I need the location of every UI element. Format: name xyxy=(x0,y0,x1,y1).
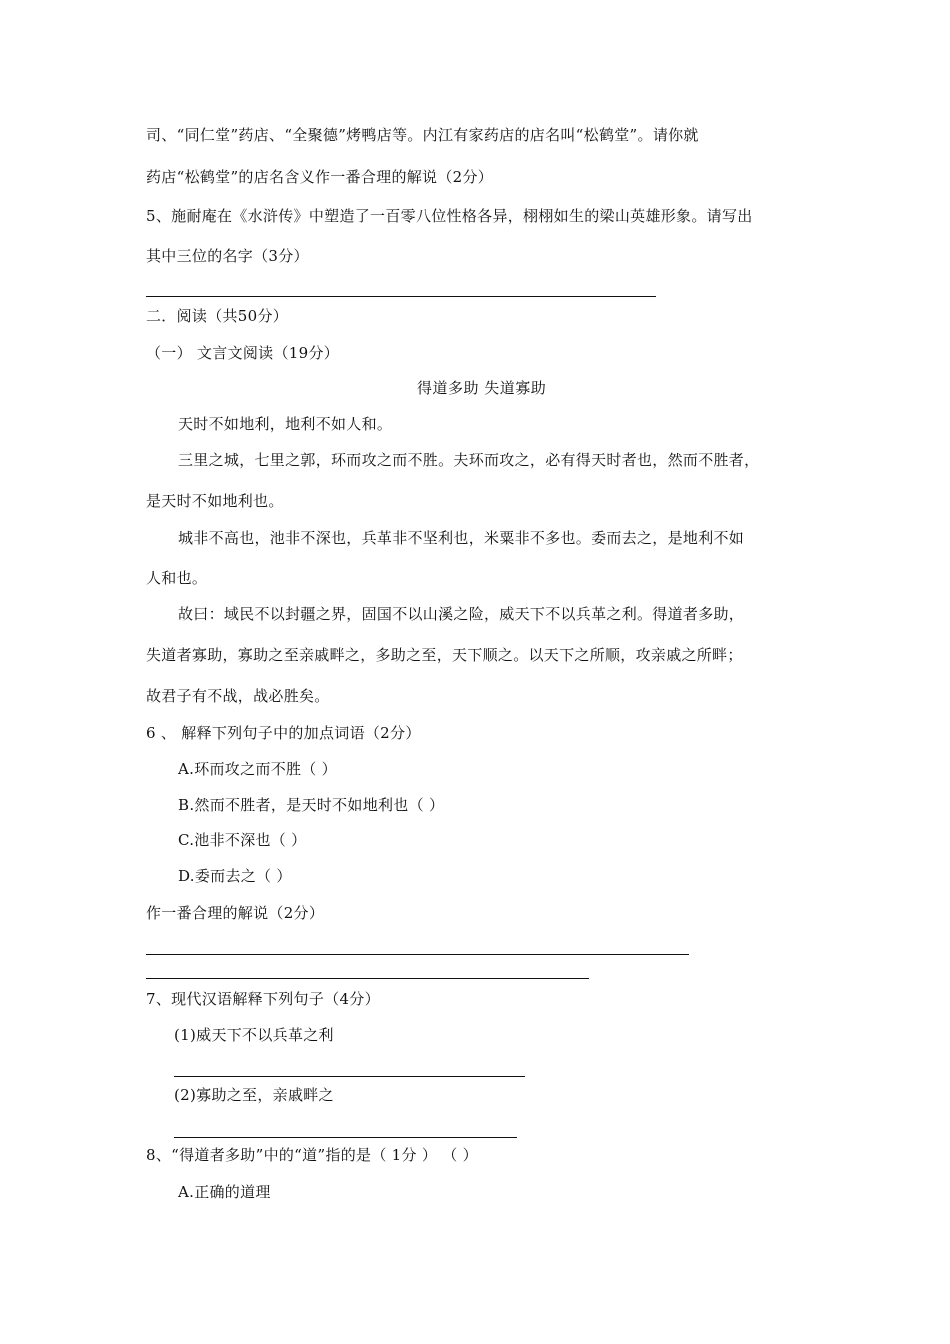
passage-p3-line1: 城非不高也，池非不深也，兵革非不坚利也，米粟非不多也。委而去之，是地利不如 xyxy=(178,529,745,547)
q5-answer-line[interactable] xyxy=(146,296,656,297)
q7-sentence1: (1)威天下不以兵革之利 xyxy=(174,1026,334,1044)
q7-answer-line2[interactable] xyxy=(174,1137,517,1138)
q6-option-a: A.环而攻之而不胜（ ） xyxy=(178,760,337,778)
q8-stem: 8、“得道者多助”中的“道”指的是（ 1分 ） （ ） xyxy=(146,1146,478,1164)
q8-option-a: A.正确的道理 xyxy=(178,1183,271,1201)
q7-stem: 7、现代汉语解释下列句子（4分） xyxy=(146,990,380,1008)
answer-line-2[interactable] xyxy=(146,978,589,979)
q6-option-b: B.然而不胜者，是天时不如地利也（ ） xyxy=(178,796,445,814)
section2-sub1: （一） 文言文阅读（19分） xyxy=(146,344,340,362)
q6-stem: 6 、 解释下列句子中的加点词语（2分） xyxy=(146,724,421,742)
passage-p3-line2: 人和也。 xyxy=(146,569,208,587)
q4-line2: 药店“松鹤堂”的店名含义作一番合理的解说（2分） xyxy=(146,168,494,186)
q6-option-d: D.委而去之（ ） xyxy=(178,867,292,885)
section2-heading: 二．阅读（共50分） xyxy=(146,307,289,325)
passage-title: 得道多助 失道寡助 xyxy=(417,379,547,397)
q7-answer-line1[interactable] xyxy=(174,1076,525,1077)
passage-p1: 天时不如地利，地利不如人和。 xyxy=(178,415,393,433)
passage-p2-line1: 三里之城，七里之郭，环而攻之而不胜。夫环而攻之，必有得天时者也，然而不胜者， xyxy=(178,451,760,469)
q5-line2: 其中三位的名字（3分） xyxy=(146,247,309,265)
q6-extra: 作一番合理的解说（2分） xyxy=(146,904,325,922)
q7-sentence2: (2)寡助之至，亲戚畔之 xyxy=(174,1086,334,1104)
answer-line-1[interactable] xyxy=(146,954,689,955)
passage-p4-line3: 故君子有不战，战必胜矣。 xyxy=(146,687,330,705)
q5-line1: 5、施耐庵在《水浒传》中塑造了一百零八位性格各异，栩栩如生的梁山英雄形象。请写出 xyxy=(146,207,753,225)
passage-p2-line2: 是天时不如地利也。 xyxy=(146,492,284,510)
q4-line1: 司、“同仁堂”药店、“全聚德”烤鸭店等。内江有家药店的店名叫“松鹤堂”。请你就 xyxy=(146,126,699,144)
passage-p4-line1: 故曰：域民不以封疆之界，固国不以山溪之险，威天下不以兵革之利。得道者多助， xyxy=(178,605,745,623)
passage-p4-line2: 失道者寡助，寡助之至亲戚畔之，多助之至，天下顺之。以天下之所顺，攻亲戚之所畔； xyxy=(146,646,743,664)
q6-option-c: C.池非不深也（ ） xyxy=(178,831,307,849)
